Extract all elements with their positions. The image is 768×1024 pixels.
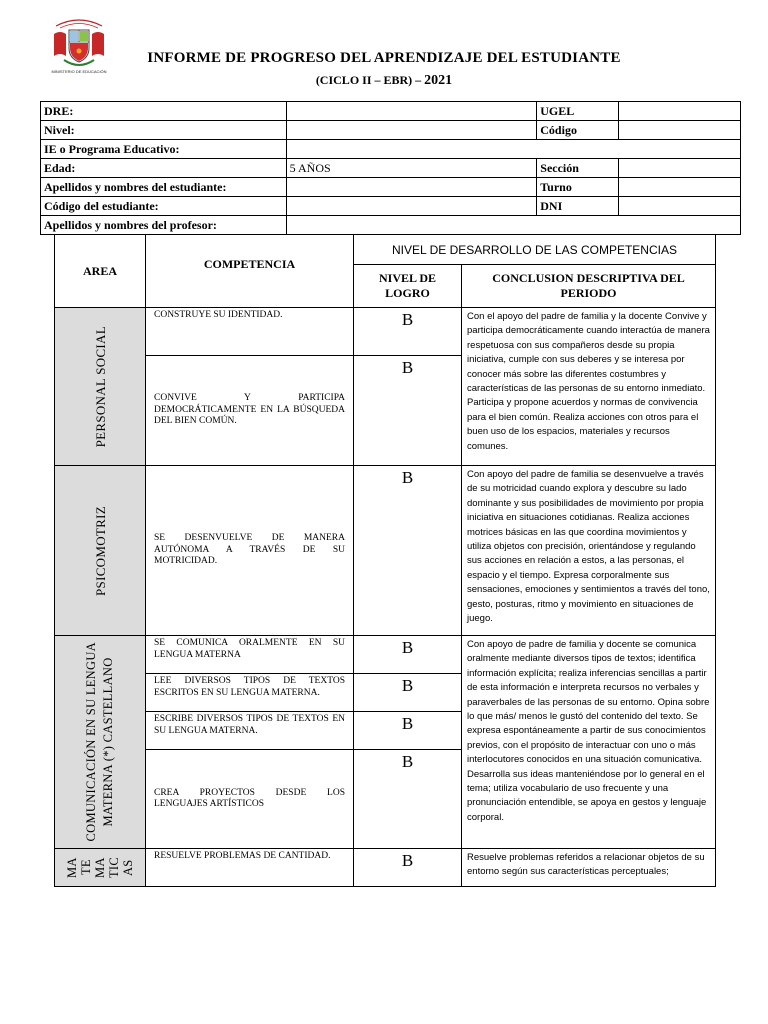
area-label-line: TIC xyxy=(107,856,121,879)
competencia-cell: SE DESENVUELVE DE MANERA AUTÓNOMA A TRAVÉS DE SU MOTRICIDAD. xyxy=(146,466,354,636)
grade-cell: B xyxy=(354,308,462,356)
ie-value[interactable] xyxy=(286,140,740,159)
student-code-label: Código del estudiante: xyxy=(41,197,287,216)
area-comunicacion xyxy=(55,636,146,849)
area-label-line: COMUNICACIÓN EN SU LENGUA xyxy=(84,642,98,842)
info-row-nivel xyxy=(41,121,741,140)
dre-value[interactable] xyxy=(286,102,537,121)
grade-cell: B xyxy=(354,636,462,674)
area-matematicas xyxy=(55,849,146,887)
info-row-codigo-estudiante xyxy=(41,197,741,216)
turno-label: Turno xyxy=(537,178,619,197)
area-label-line: AS xyxy=(121,859,135,876)
nivel-desarrollo-header: NIVEL DE DESARROLLO DE LAS COMPETENCIAS xyxy=(354,235,716,265)
codigo-value[interactable] xyxy=(619,121,741,140)
table-row xyxy=(55,849,716,887)
area-label-line: TE xyxy=(79,859,93,876)
info-row-edad xyxy=(41,159,741,178)
conclusion-cell: Con apoyo del padre de familia se desenvuelve a través de su motricidad cuando explora y descubre su lado dominante y sus posibilidades de movimiento por propia iniciativa en situaciones cotidianas. Realiza acciones motrices básicas en las que coordina movimientos y utiliza objetos con precisión, orientándose y regulando sus acciones en relación a estos, a las personas, el espacio y el tiempo. Expresa corporalmente sus sensaciones, emociones y sentimientos a través del tono, gesto, posturas, ritmo y movimiento en situaciones de juego. xyxy=(462,466,716,636)
table-row xyxy=(55,308,716,356)
grade-cell: B xyxy=(354,674,462,712)
dni-label: DNI xyxy=(537,197,619,216)
seccion-label: Sección xyxy=(537,159,619,178)
nivel-label: Nivel: xyxy=(41,121,287,140)
conclusion-cell: Resuelve problemas referidos a relacionar objetos de su entorno según sus características perceptuales; xyxy=(462,849,716,887)
turno-value[interactable] xyxy=(619,178,741,197)
info-row-dre xyxy=(41,102,741,121)
competencia-cell: CREA PROYECTOS DESDE LOS LENGUAJES ARTÍSTICOS xyxy=(146,750,354,849)
logo-caption: MINISTERIO DE EDUCACIÓN xyxy=(51,69,107,74)
area-psicomotriz xyxy=(55,466,146,636)
student-name-label: Apellidos y nombres del estudiante: xyxy=(41,178,287,197)
conclusion-header: CONCLUSION DESCRIPTIVA DEL PERIODO xyxy=(462,265,716,308)
student-info-table xyxy=(40,101,741,235)
ugel-value[interactable] xyxy=(619,102,741,121)
codigo-label: Código xyxy=(537,121,619,140)
area-label-line: MA xyxy=(65,857,79,878)
edad-label: Edad: xyxy=(41,159,287,178)
grade-cell: B xyxy=(354,466,462,636)
competencia-cell: CONSTRUYE SU IDENTIDAD. xyxy=(146,308,354,356)
grade-cell: B xyxy=(354,356,462,466)
edad-value[interactable]: 5 AÑOS xyxy=(286,159,537,178)
dni-value[interactable] xyxy=(619,197,741,216)
area-label xyxy=(65,857,135,878)
grade-cell: B xyxy=(354,712,462,750)
competencia-cell: RESUELVE PROBLEMAS DE CANTIDAD. xyxy=(146,849,354,887)
table-row xyxy=(55,636,716,674)
conclusion-cell: Con apoyo de padre de familia y docente se comunica oralmente mediante diversos tipos de textos; identifica información explícita; realiza inferencias sencillas a partir de esta información e interpreta recursos no verbales y paraverbales de las personas de su entorno. Opina sobre lo que más/ menos le gustó del contenido del texto. Se expresa espontáneamente a partir de sus conocimientos previos, con el propósito de interactuar con uno o más interlocutores conocidos en una situación comunicativa. Desarrolla sus ideas manteniéndose por lo general en el tema; utiliza vocabulario de uso frecuente y una pronunciación entendible, se apoya en gestos y lenguaje corporal. xyxy=(462,636,716,849)
competencia-cell: SE COMUNICA ORALMENTE EN SU LENGUA MATERNA xyxy=(146,636,354,674)
report-subtitle xyxy=(0,73,768,89)
info-row-ie xyxy=(41,140,741,159)
teacher-name-value[interactable] xyxy=(286,216,740,235)
grade-cell: B xyxy=(354,849,462,887)
info-row-profesor xyxy=(41,216,741,235)
area-header: AREA xyxy=(55,235,146,308)
teacher-name-label: Apellidos y nombres del profesor: xyxy=(41,216,287,235)
info-row-estudiante xyxy=(41,178,741,197)
seccion-value[interactable] xyxy=(619,159,741,178)
area-personal-social xyxy=(55,308,146,466)
competencia-cell: ESCRIBE DIVERSOS TIPOS DE TEXTOS EN SU LENGUA MATERNA. xyxy=(146,712,354,750)
ugel-label: UGEL xyxy=(537,102,619,121)
student-code-value[interactable] xyxy=(286,197,537,216)
competencia-header: COMPETENCIA xyxy=(146,235,354,308)
area-label xyxy=(83,642,117,842)
competencia-cell: LEE DIVERSOS TIPOS DE TEXTOS ESCRITOS EN SU LENGUA MATERNA. xyxy=(146,674,354,712)
conclusion-cell: Con el apoyo del padre de familia y la docente Convive y participa democráticamente cuando interactúa de manera respetuosa con sus compañeros desde su propia iniciativa, cumple con sus deberes y se interesa por conocer más sobre las diferentes costumbres y características de las personas de su entorno inmediato. Participa y propone acuerdos y normas de convivencia para el bien común. Realiza acciones con otros para el buen uso de los espacios, materiales y recursos comunes. xyxy=(462,308,716,466)
ie-label: IE o Programa Educativo: xyxy=(41,140,287,159)
cycle-label: (CICLO II – EBR) – xyxy=(315,73,422,87)
area-label: PSICOMOTRIZ xyxy=(92,505,108,596)
student-name-value[interactable] xyxy=(286,178,537,197)
table-row xyxy=(55,466,716,636)
nivel-logro-header: NIVEL DE LOGRO xyxy=(354,265,462,308)
nivel-value[interactable] xyxy=(286,121,537,140)
grade-cell: B xyxy=(354,750,462,849)
competencia-cell: CONVIVE Y PARTICIPA DEMOCRÁTICAMENTE EN LA BÚSQUEDA DEL BIEN COMÚN. xyxy=(146,356,354,466)
report-year: 2021 xyxy=(424,73,453,88)
competencies-table xyxy=(54,234,716,887)
area-label: PERSONAL SOCIAL xyxy=(92,325,108,448)
area-label-line: MATERNA (*) CASTELLANO xyxy=(101,657,115,827)
area-label-line: MA xyxy=(93,857,107,878)
dre-label: DRE: xyxy=(41,102,287,121)
report-title: INFORME DE PROGRESO DEL APRENDIZAJE DEL ESTUDIANTE xyxy=(147,50,621,66)
